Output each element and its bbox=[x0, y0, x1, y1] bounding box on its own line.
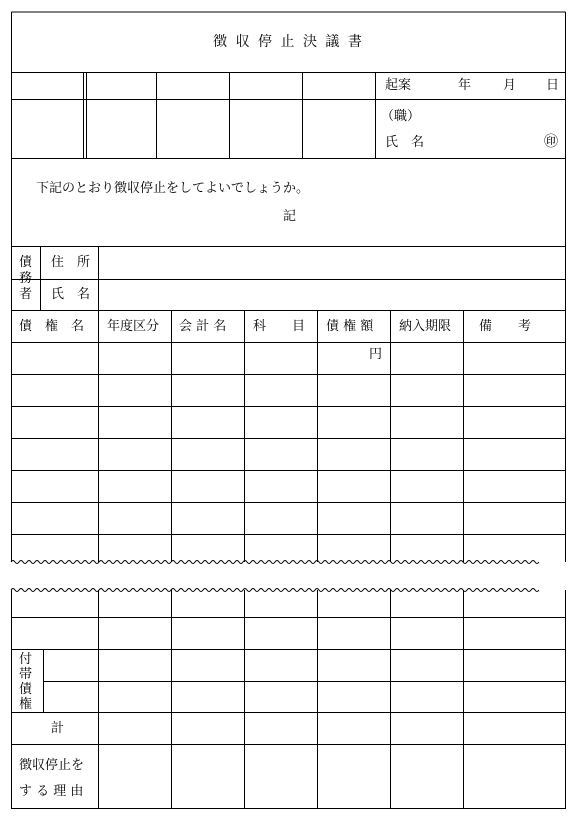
reason-label-line2: す る 理 由 bbox=[19, 784, 84, 799]
total-label: 計 bbox=[51, 721, 65, 736]
seal-mark: ㊞ bbox=[544, 134, 558, 150]
attached-label-4: 権 bbox=[19, 697, 33, 712]
header-subject: 科 目 bbox=[253, 319, 306, 334]
form-title: 徴 収 停 止 決 議 書 bbox=[213, 34, 364, 50]
header-amount: 債 権 額 bbox=[326, 319, 374, 334]
attached-label-2: 帯 bbox=[19, 667, 33, 682]
debtor-label-3: 者 bbox=[19, 287, 33, 302]
debtor-label-2: 務 bbox=[19, 271, 33, 286]
header-due-date: 納入期限 bbox=[399, 319, 452, 334]
ki-label: 記 bbox=[283, 209, 297, 224]
year-label: 年 bbox=[458, 78, 472, 93]
break-wave-bottom bbox=[11, 589, 539, 592]
month-label: 月 bbox=[503, 78, 517, 93]
position-label: （職） bbox=[381, 109, 421, 124]
attached-label-1: 付 bbox=[19, 652, 33, 667]
header-fiscal-year: 年度区分 bbox=[107, 319, 160, 334]
debtor-name-label: 氏 名 bbox=[51, 287, 91, 302]
reason-label-line1: 徴収停止を bbox=[19, 758, 85, 773]
header-claim-name: 債 権 名 bbox=[19, 319, 85, 334]
yen-unit: 円 bbox=[369, 347, 383, 362]
attached-label-3: 債 bbox=[19, 682, 33, 697]
header-account: 会 計 名 bbox=[179, 319, 227, 334]
statement-text: 下記のとおり徴収停止をしてよいでしょうか。 bbox=[36, 181, 310, 196]
kian-label: 起案 bbox=[385, 78, 412, 93]
break-wave-top bbox=[11, 561, 539, 564]
debtor-address-label: 住 所 bbox=[51, 255, 91, 270]
header-remarks: 備 考 bbox=[479, 319, 532, 334]
debtor-label-1: 債 bbox=[19, 255, 33, 270]
signer-name-label: 氏 名 bbox=[385, 135, 425, 150]
day-label: 日 bbox=[546, 78, 560, 93]
